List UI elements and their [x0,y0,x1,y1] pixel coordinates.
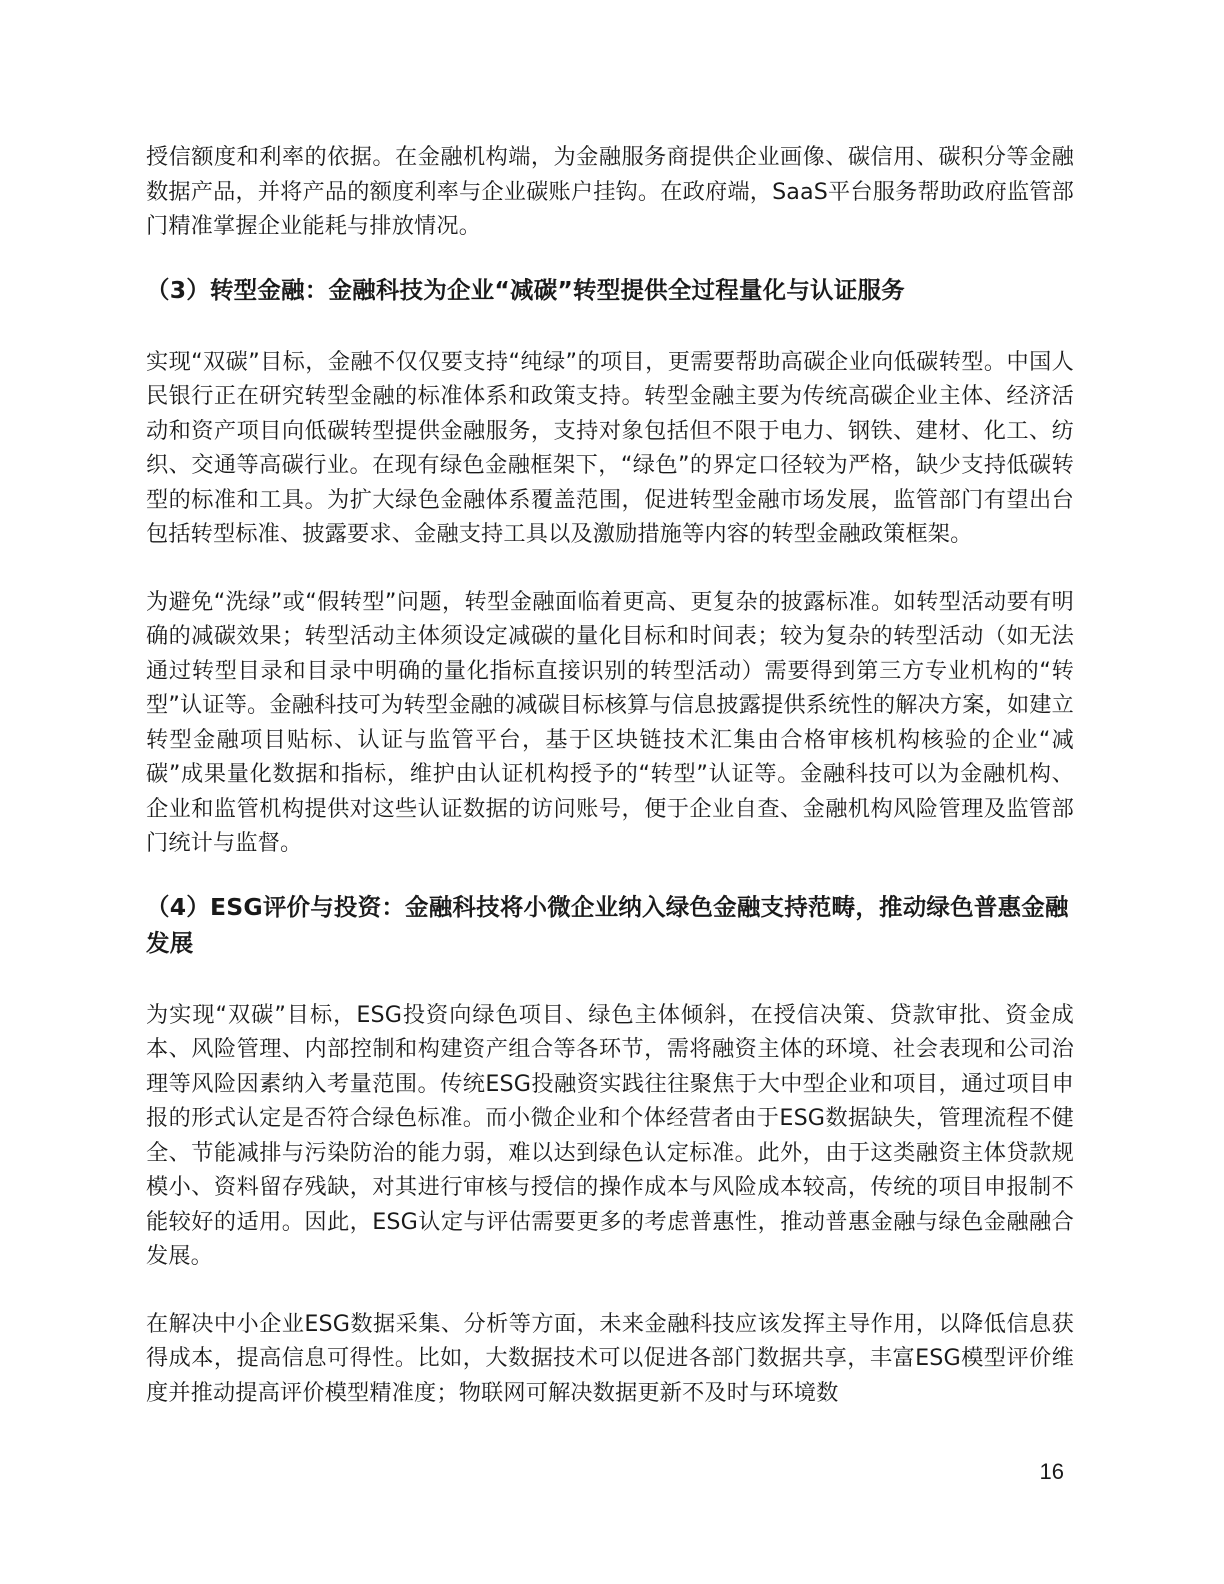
page-number: 16 [1039,1459,1064,1484]
paragraph-transition-finance-1: 实现“双碳”目标，金融不仅仅要支持“纯绿”的项目，更需要帮助高碳企业向低碳转型。中国人民银行正在研究转型金融的标准体系和政策支持。转型金融主要为传统高碳企业主体、经济活动和资产项目向低碳转型提供金融服务，支持对象包括但不限于电力、钢铁、建材、化工、纺织、交通等高碳行业。在现有绿色金融框架下，“绿色”的界定口径较为严格，缺少支持低碳转型的标准和工具。为扩大绿色金融体系覆盖范围，促进转型金融市场发展，监管部门有望出台包括转型标准、披露要求、金融支持工具以及激励措施等内容的转型金融政策框架。 [146,348,1074,547]
section-heading-esg: （4）ESG评价与投资：金融科技将小微企业纳入绿色金融支持范畴，推动绿色普惠金融发展 [146,892,1069,957]
document-body [146,140,1074,1410]
paragraph-esg-1: 为实现“双碳”目标，ESG投资向绿色项目、绿色主体倾斜，在授信决策、贷款审批、资金成本、风险管理、内部控制和构建资产组合等各环节，需将融资主体的环境、社会表现和公司治理等风险因素纳入考量范围。传统ESG投融资实践往往聚焦于大中型企业和项目，通过项目申报的形式认定是否符合绿色标准。而小微企业和个体经营者由于ESG数据缺失，管理流程不健全、节能减排与污染防治的能力弱，难以达到绿色认定标准。此外，由于这类融资主体贷款规模小、资料留存残缺，对其进行审核与授信的操作成本与风险成本较高，传统的项目申报制不能较好的适用。因此，ESG认定与评估需要更多的考虑普惠性，推动普惠金融与绿色金融融合发展。 [146,1001,1074,1269]
section-heading-transition-finance: （3）转型金融：金融科技为企业“减碳”转型提供全过程量化与认证服务 [146,275,905,304]
paragraph-esg-2: 在解决中小企业ESG数据采集、分析等方面，未来金融科技应该发挥主导作用，以降低信息获得成本，提高信息可得性。比如，大数据技术可以促进各部门数据共享，丰富ESG模型评价维度并推动提高评价模型精准度；物联网可解决数据更新不及时与环境数 [146,1310,1074,1406]
paragraph-intro-continuation: 授信额度和利率的依据。在金融机构端，为金融服务商提供企业画像、碳信用、碳积分等金融数据产品，并将产品的额度利率与企业碳账户挂钩。在政府端，SaaS平台服务帮助政府监管部门精准掌握企业能耗与排放情况。 [146,144,1074,239]
paragraph-transition-finance-2: 为避免“洗绿”或“假转型”问题，转型金融面临着更高、更复杂的披露标准。如转型活动要有明确的减碳效果；转型活动主体须设定减碳的量化目标和时间表；较为复杂的转型活动（如无法通过转型目录和目录中明确的量化指标直接识别的转型活动）需要得到第三方专业机构的“转型”认证等。金融科技可为转型金融的减碳目标核算与信息披露提供系统性的解决方案，如建立转型金融项目贴标、认证与监管平台，基于区块链技术汇集由合格审核机构核验的企业“减碳”成果量化数据和指标，维护由认证机构授予的“转型”认证等。金融科技可以为金融机构、企业和监管机构提供对这些认证数据的访问账号，便于企业自查、金融机构风险管理及监管部门统计与监督。 [146,588,1074,856]
